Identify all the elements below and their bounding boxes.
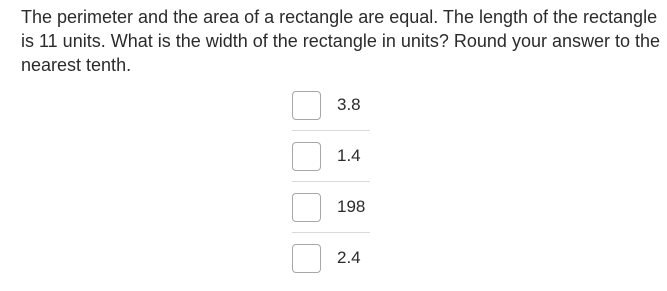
option-label: 3.8 xyxy=(337,95,361,114)
option-label: 2.4 xyxy=(337,248,361,267)
answer-option[interactable] xyxy=(292,241,370,283)
option-checkbox[interactable] xyxy=(292,91,321,120)
answer-option[interactable] xyxy=(292,139,370,182)
option-checkbox[interactable] xyxy=(292,244,321,273)
option-checkbox[interactable] xyxy=(292,193,321,222)
option-label: 1.4 xyxy=(337,146,361,165)
option-label: 198 xyxy=(337,197,366,216)
option-checkbox[interactable] xyxy=(292,142,321,171)
answer-option[interactable] xyxy=(292,88,370,131)
question-text: The perimeter and the area of a rectangle are equal. The length of the rectangle is 11 units. What is the width of the rectangle in units? Round your answer to the nearest tenth. xyxy=(21,7,661,75)
answer-options-list xyxy=(292,88,370,291)
answer-option[interactable] xyxy=(292,190,370,233)
